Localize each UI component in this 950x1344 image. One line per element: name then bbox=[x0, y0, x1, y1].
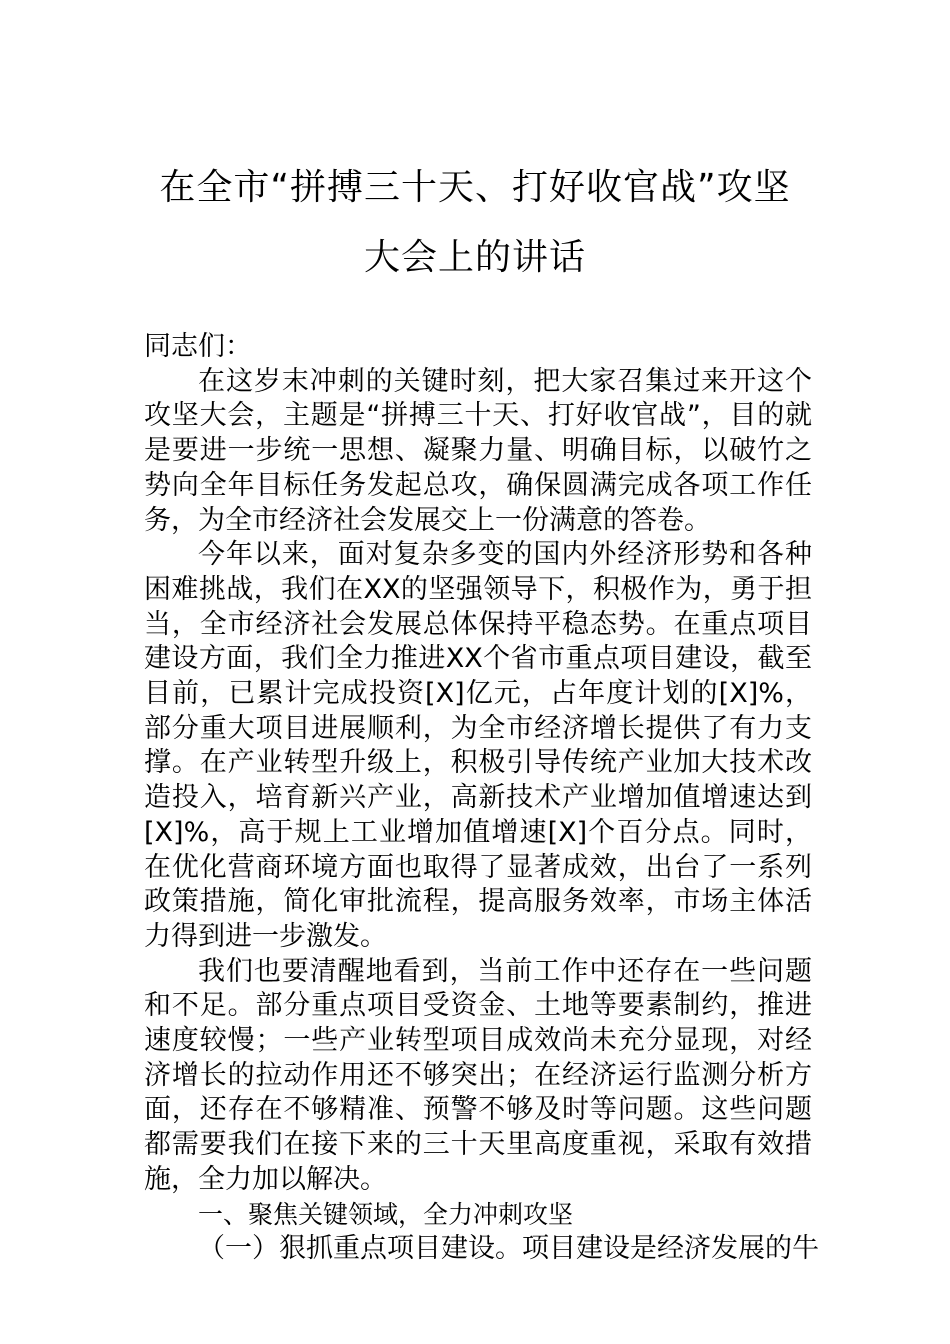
salutation: 同志们： bbox=[144, 331, 252, 362]
paragraph-2: 今年以来，面对复杂多变的国内外经济形势和各种困难挑战，我们在XX的坚强领导下，积极作为，勇于担当，全市经济社会发展总体保持平稳态势。在重点项目建设方面，我们全力推进XX个省市重点项目建设，截至目前，已累计完成投资[X]亿元，占年度计划的[X]%，部分重大项目进展顺利，为全市经济增长提供了有力支撑。在产业转型升级上，积极引导传统产业加大技术改造投入，培育新兴产业，高新技术产业增加值增速达到[X]%，高于规上工业增加值增速[X]个百分点。同时，在优化营商环境方面也取得了显著成效，出台了一系列政策措施，简化审批流程，提高服务效率，市场主体活力得到进一步激发。 bbox=[144, 539, 812, 952]
document-body bbox=[144, 330, 819, 1267]
paragraph-1: 在这岁末冲刺的关键时刻，把大家召集过来开这个攻坚大会，主题是“拼搏三十天、打好收官战”，目的就是要进一步统一思想、凝聚力量、明确目标，以破竹之势向全年目标任务发起总攻，确保圆满完成各项工作任务，为全市经济社会发展交上一份满意的答卷。 bbox=[144, 365, 812, 536]
document-title-line-1: 在全市“拼搏三十天、打好收官战”攻坚 bbox=[159, 167, 791, 208]
document-title-line-2: 大会上的讲话 bbox=[363, 237, 586, 278]
section-heading: 一、聚焦关键领域，全力冲刺攻坚 bbox=[198, 1199, 574, 1229]
subsection-line: （一）狠抓重点项目建设。项目建设是经济发展的牛 bbox=[198, 1233, 819, 1265]
paragraph-3: 我们也要清醒地看到，当前工作中还存在一些问题和不足。部分重点项目受资金、土地等要素制约，推进速度较慢；一些产业转型项目成效尚未充分显现，对经济增长的拉动作用还不够突出；在经济运行监测分析方面，还存在不够精准、预警不够及时等问题。这些问题都需要我们在接下来的三十天里高度重视，采取有效措施，全力加以解决。 bbox=[144, 955, 812, 1195]
